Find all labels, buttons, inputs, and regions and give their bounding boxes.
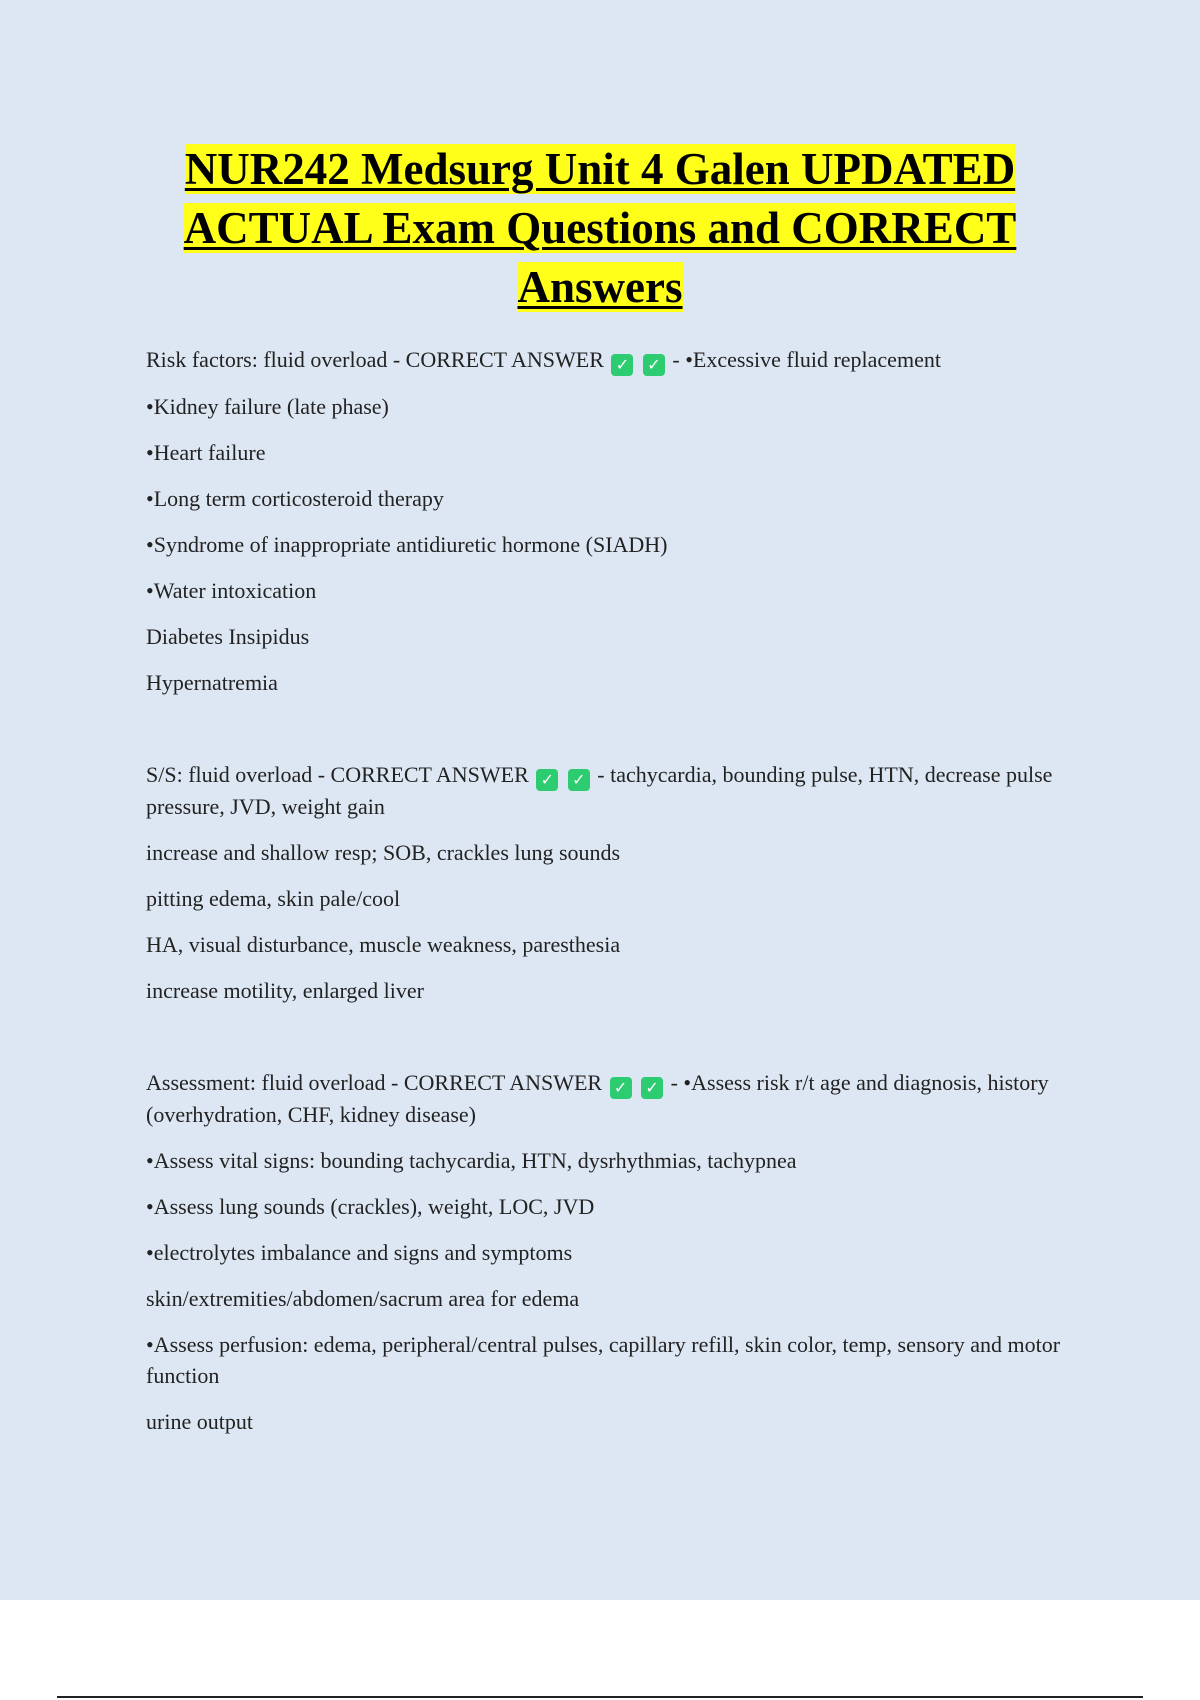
answer-line: •Water intoxication: [146, 578, 317, 603]
section-spacer: [146, 1021, 1096, 1067]
answer-line: •electrolytes imbalance and signs and symptoms: [146, 1240, 573, 1265]
answer-text: - •Assess risk r/t age and diagnosis, history (overhydration, CHF, kidney disease): [146, 1070, 1049, 1127]
answer-line: •Long term corticosteroid therapy: [146, 486, 444, 511]
answer-line: increase and shallow resp; SOB, crackles lung sounds: [146, 840, 621, 865]
answer-line: Hypernatremia: [146, 670, 278, 695]
question-line: [146, 759, 1096, 822]
answer-line: •Assess perfusion: edema, peripheral/central pulses, capillary refill, skin color, temp, sensory and motor function: [146, 1332, 1061, 1388]
qa-section-risk-factors: [146, 344, 1096, 698]
question-text: S/S: fluid overload - CORRECT ANSWER: [146, 762, 529, 787]
check-mark-icon: ✓: [641, 1077, 663, 1099]
check-mark-icon: ✓: [611, 354, 633, 376]
answer-line: •Heart failure: [146, 440, 266, 465]
answer-line: Diabetes Insipidus: [146, 624, 310, 649]
answer-line: •Assess lung sounds (crackles), weight, LOC, JVD: [146, 1194, 595, 1219]
check-mark-icon: ✓: [568, 769, 590, 791]
answer-line: •Kidney failure (late phase): [146, 394, 389, 419]
answer-line: •Assess vital signs: bounding tachycardia, HTN, dysrhythmias, tachypnea: [146, 1148, 797, 1173]
qa-section-signs-symptoms: [146, 759, 1096, 1006]
document-content: [146, 344, 1096, 1452]
answer-line: urine output: [146, 1409, 253, 1434]
answer-text: - •Excessive fluid replacement: [672, 347, 941, 372]
question-line: [146, 344, 1096, 376]
title-highlight: NUR242 Medsurg Unit 4 Galen UPDATED ACTUAL Exam Questions and CORRECT Answers: [183, 144, 1017, 312]
check-mark-icon: ✓: [536, 769, 558, 791]
check-mark-icon: ✓: [610, 1077, 632, 1099]
footer-divider: [57, 1696, 1143, 1698]
answer-line: HA, visual disturbance, muscle weakness, paresthesia: [146, 932, 621, 957]
question-text: Risk factors: fluid overload - CORRECT ANSWER: [146, 347, 604, 372]
section-spacer: [146, 713, 1096, 759]
answer-line: skin/extremities/abdomen/sacrum area for edema: [146, 1286, 580, 1311]
check-mark-icon: ✓: [643, 354, 665, 376]
question-line: [146, 1067, 1096, 1130]
question-text: Assessment: fluid overload - CORRECT ANSWER: [146, 1070, 603, 1095]
document-title: [100, 140, 1100, 317]
answer-line: pitting edema, skin pale/cool: [146, 886, 401, 911]
answer-line: increase motility, enlarged liver: [146, 978, 424, 1003]
answer-text: - tachycardia, bounding pulse, HTN, decrease pulse pressure, JVD, weight gain: [146, 762, 1053, 819]
qa-section-assessment: [146, 1067, 1096, 1437]
answer-line: •Syndrome of inappropriate antidiuretic hormone (SIADH): [146, 532, 668, 557]
